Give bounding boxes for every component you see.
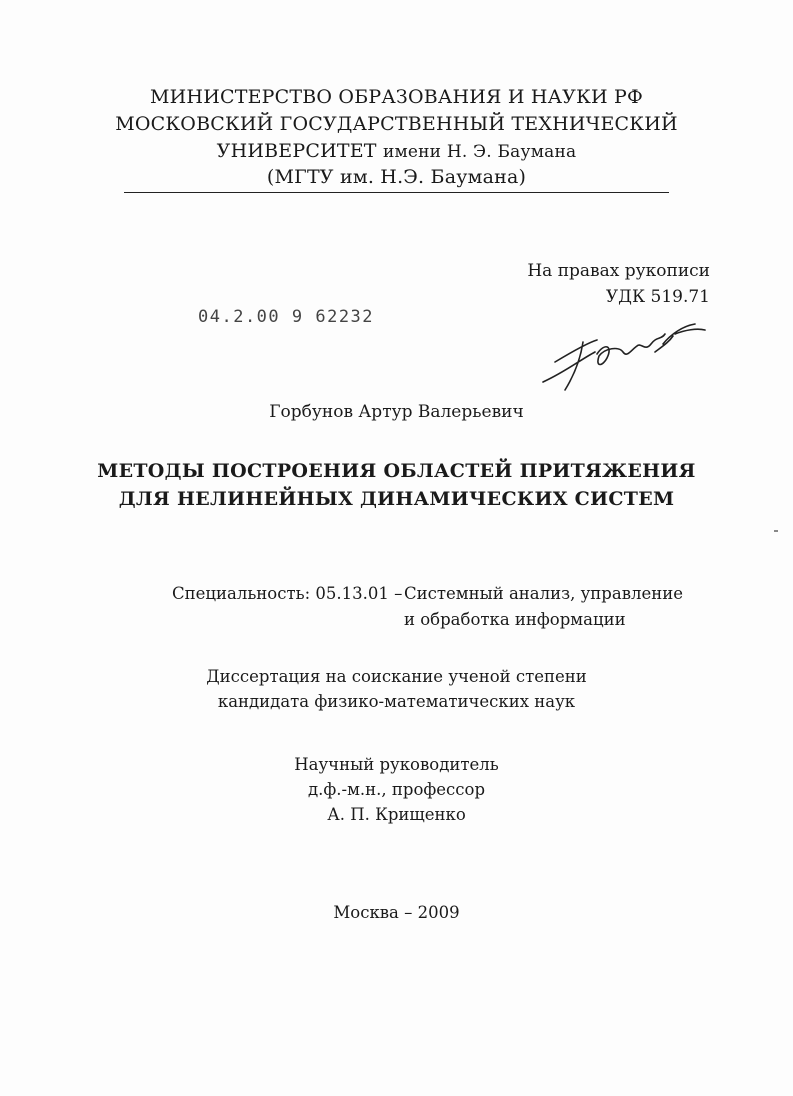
university-name-suffix: имени Н. Э. Баумана (382, 142, 577, 162)
header-divider (124, 192, 669, 193)
university-line-2 (0, 140, 793, 162)
university-abbreviation: (МГТУ им. Н.Э. Баумана) (266, 166, 527, 188)
degree-line-2: кандидата физико-математических наук (217, 692, 576, 711)
specialty-dash: – (394, 584, 403, 603)
manuscript-rights: На правах рукописи (527, 261, 710, 281)
dissertation-title-line-2: ДЛЯ НЕЛИНЕЙНЫХ ДИНАМИЧЕСКИХ СИСТЕМ (118, 488, 675, 510)
city-year: Москва – 2009 (333, 903, 460, 922)
scan-mark (774, 530, 778, 532)
advisor-degree: д.ф.-м.н., профессор (307, 780, 486, 799)
ministry-line: МИНИСТЕРСТВО ОБРАЗОВАНИЯ И НАУКИ РФ (150, 86, 643, 108)
specialty-label (172, 584, 402, 603)
dissertation-title-line-1: МЕТОДЫ ПОСТРОЕНИЯ ОБЛАСТЕЙ ПРИТЯЖЕНИЯ (97, 460, 696, 482)
university-line-1: МОСКОВСКИЙ ГОСУДАРСТВЕННЫЙ ТЕХНИЧЕСКИЙ (115, 113, 678, 135)
specialty-label-text: Специальность: (172, 584, 311, 603)
university-word: УНИВЕРСИТЕТ (216, 140, 377, 162)
advisor-label: Научный руководитель (294, 755, 499, 774)
specialty-code: 05.13.01 (315, 584, 389, 603)
specialty-name-line-1: Системный анализ, управление (404, 584, 684, 603)
registration-stamp: 04.2.00 9 62232 (198, 307, 375, 327)
author-name: Горбунов Артур Валерьевич (269, 402, 524, 422)
degree-line-1: Диссертация на соискание ученой степени (206, 667, 587, 686)
handwritten-signature (535, 312, 710, 394)
advisor-name: А. П. Крищенко (327, 805, 466, 824)
specialty-name-line-2: и обработка информации (404, 610, 626, 629)
udc-code: УДК 519.71 (605, 287, 710, 307)
